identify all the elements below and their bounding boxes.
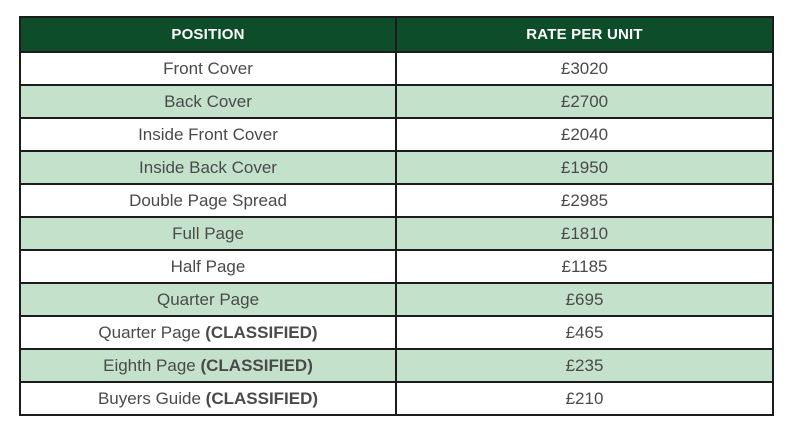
position-cell — [20, 118, 396, 151]
table-row — [20, 217, 773, 250]
position-name: Back Cover — [164, 91, 252, 111]
table-row — [20, 316, 773, 349]
table-row — [20, 52, 773, 85]
rate-cell: £2985 — [396, 184, 773, 217]
table-row — [20, 250, 773, 283]
column-header-rate: RATE PER UNIT — [396, 17, 773, 52]
rate-cell: £2700 — [396, 85, 773, 118]
position-name: Double Page Spread — [129, 190, 287, 210]
table-row — [20, 283, 773, 316]
position-name: Eighth Page — [103, 355, 196, 375]
rate-cell: £1950 — [396, 151, 773, 184]
rate-cell: £1810 — [396, 217, 773, 250]
table-row — [20, 184, 773, 217]
header-row — [20, 17, 773, 52]
position-name: Quarter Page — [98, 322, 201, 342]
position-name: Quarter Page — [156, 289, 260, 309]
classified-tag: (CLASSIFIED) — [205, 388, 319, 408]
table-row — [20, 151, 773, 184]
position-cell — [20, 250, 396, 283]
position-cell — [20, 283, 396, 316]
table-body — [20, 52, 773, 415]
rate-cell: £210 — [396, 382, 773, 415]
rate-cell: £465 — [396, 316, 773, 349]
classified-tag: (CLASSIFIED) — [205, 322, 318, 342]
table-row — [20, 85, 773, 118]
position-cell — [20, 52, 396, 85]
table-row — [20, 118, 773, 151]
position-cell — [20, 316, 396, 349]
rate-cell: £695 — [396, 283, 773, 316]
rate-cell: £2040 — [396, 118, 773, 151]
position-name: Inside Front Cover — [138, 124, 278, 144]
position-name: Inside Back Cover — [139, 157, 277, 177]
position-cell — [20, 217, 396, 250]
position-name: Half Page — [170, 256, 246, 276]
position-name: Buyers Guide — [97, 388, 201, 408]
rate-cell: £235 — [396, 349, 773, 382]
classified-tag: (CLASSIFIED) — [200, 355, 313, 375]
position-cell — [20, 184, 396, 217]
column-header-position: POSITION — [20, 17, 396, 52]
rate-table — [19, 16, 774, 416]
position-cell — [20, 151, 396, 184]
position-name: Front Cover — [163, 58, 253, 78]
table-row — [20, 382, 773, 415]
table-header — [20, 17, 773, 52]
position-cell — [20, 85, 396, 118]
position-cell — [20, 382, 396, 415]
rate-cell: £3020 — [396, 52, 773, 85]
position-name: Full Page — [172, 223, 244, 243]
table-row — [20, 349, 773, 382]
position-cell — [20, 349, 396, 382]
rate-cell: £1185 — [396, 250, 773, 283]
